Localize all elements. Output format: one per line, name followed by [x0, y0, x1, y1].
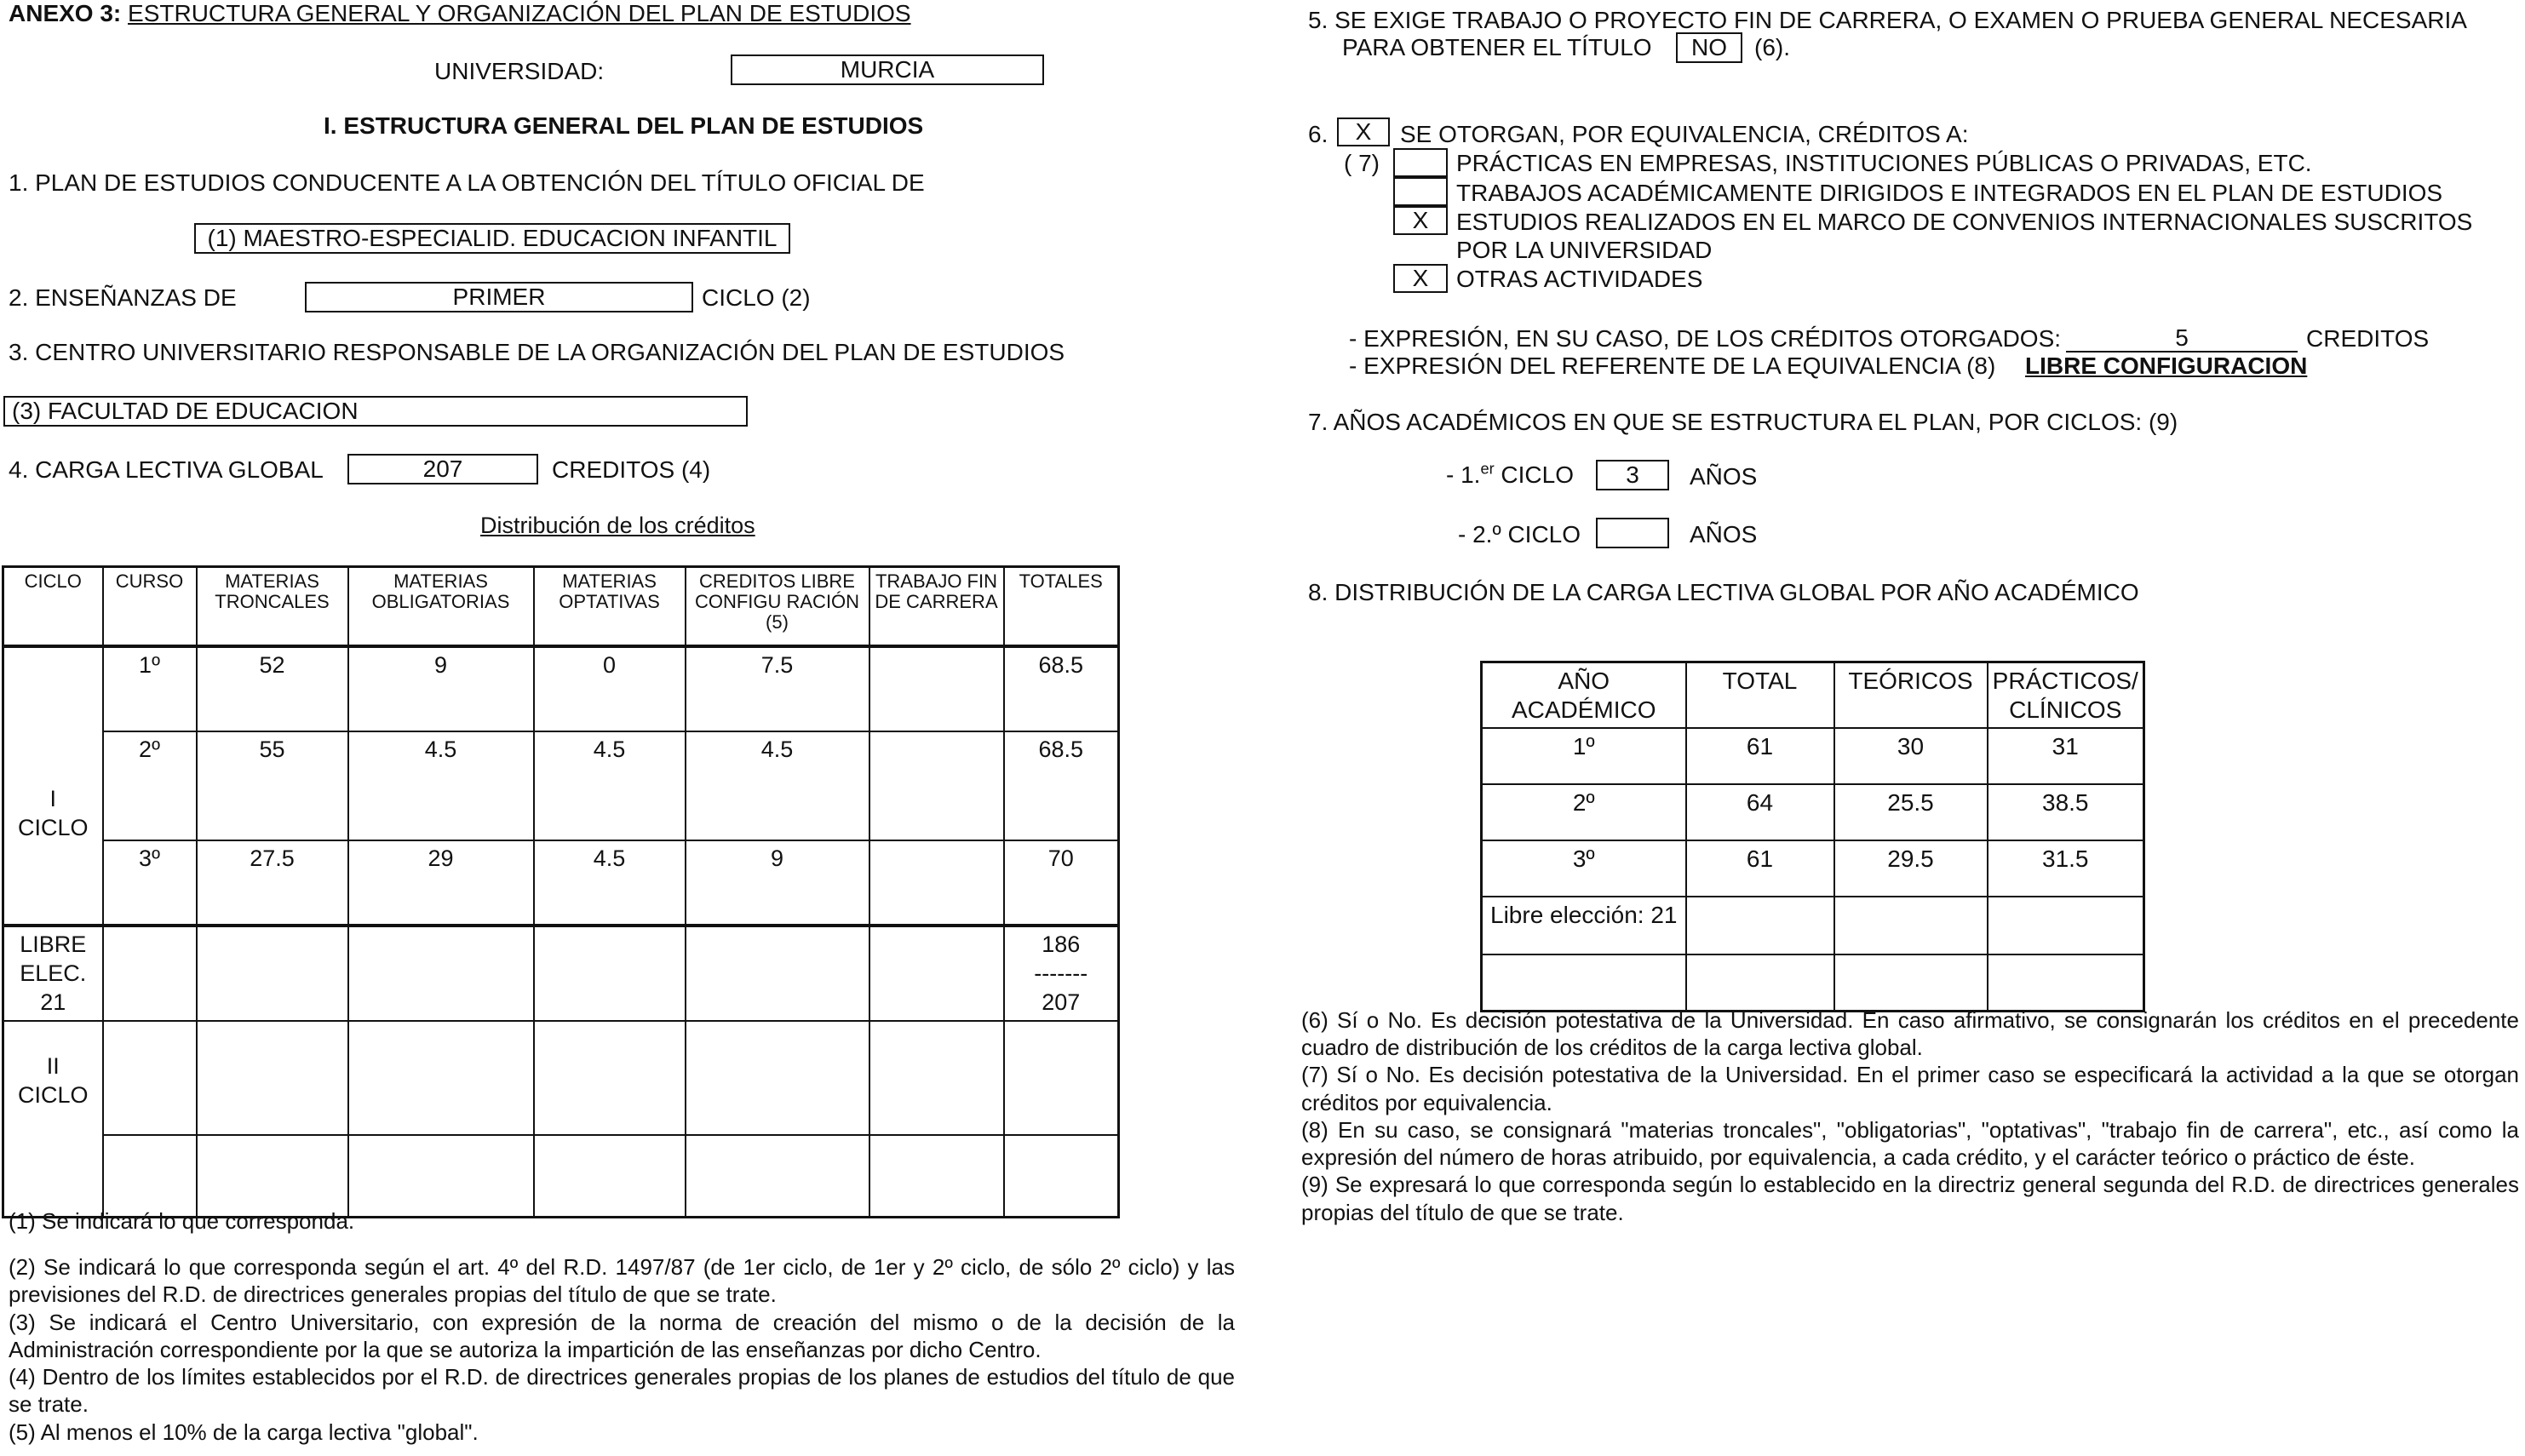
curso-cell: 2º [103, 731, 197, 840]
degree-title-field: (1) MAESTRO-ESPECIALID. EDUCACION INFANTIL [194, 223, 790, 254]
grand-total-value: 207 [1042, 989, 1081, 1015]
ciclo2-label-line1: II [46, 1053, 60, 1080]
totales-cell: 68.5 [1004, 646, 1119, 731]
header-ciclo: CICLO [3, 567, 103, 647]
header-year: AÑO ACADÉMICO [1482, 662, 1686, 729]
expr2-label: - EXPRESIÓN DEL REFERENTE DE LA EQUIVALENCIA (8) [1349, 353, 1996, 379]
item4-suffix: CREDITOS (4) [552, 456, 711, 483]
footnote-2: (2) Se indicará lo que corresponda según el art. 4º del R.D. 1497/87 (de 1er ciclo, de 1er y 2º ciclo, de sólo 2º ciclo) y las previsiones del R.D. de directrices generales propias del título de que se trate. [9, 1254, 1235, 1308]
troncales-cell: 27.5 [197, 840, 348, 926]
credits-table [2, 565, 1120, 1218]
teoricos-cell [1834, 897, 1988, 954]
item7-text: 7. AÑOS ACADÉMICOS EN QUE SE ESTRUCTURA EL PLAN, POR CICLOS: (9) [1308, 409, 2178, 435]
right-footnotes [1301, 1006, 2519, 1226]
empty-cell [1004, 1135, 1119, 1217]
table-row [3, 646, 1119, 731]
ciclo1-label-line2: CICLO [17, 815, 89, 840]
empty-cell [197, 1135, 348, 1217]
empty-cell [103, 1135, 197, 1217]
option-label-trabajos: TRABAJOS ACADÉMICAMENTE DIRIGIDOS E INTEGRADOS EN EL PLAN DE ESTUDIOS [1456, 180, 2443, 206]
cycle1-word: CICLO [1501, 461, 1574, 488]
troncales-cell: 55 [197, 731, 348, 840]
cycle-field: PRIMER [305, 282, 693, 312]
item6-text: SE OTORGAN, POR EQUIVALENCIA, CRÉDITOS A: [1400, 121, 1969, 147]
practicos-cell: 38.5 [1988, 784, 2144, 840]
final-project-field: NO [1676, 32, 1742, 63]
header-practicos: PRÁCTICOS/ CLÍNICOS [1988, 662, 2144, 729]
empty-cell [534, 1135, 686, 1217]
practicos-cell: 31.5 [1988, 840, 2144, 897]
university-field: MURCIA [731, 54, 1044, 85]
annex-label: ANEXO 3: [9, 0, 122, 26]
option-checkbox-practicas [1393, 148, 1448, 177]
libre-totals-cell [1004, 926, 1119, 1021]
total-cell [1686, 897, 1834, 954]
cycle1-years-field: 3 [1596, 460, 1669, 490]
item6-note: ( 7) [1344, 150, 1380, 176]
expr1-label: - EXPRESIÓN, EN SU CASO, DE LOS CRÉDITOS OTORGADOS: [1349, 325, 2062, 352]
practicos-cell [1988, 897, 2144, 954]
obligatorias-cell: 4.5 [348, 731, 534, 840]
table-row [3, 731, 1119, 840]
trabajo-cell [869, 840, 1004, 926]
equivalence-checkbox: X [1337, 118, 1390, 146]
optativas-cell: 4.5 [534, 731, 686, 840]
equivalence-referent: LIBRE CONFIGURACION [2025, 353, 2308, 379]
teoricos-cell: 30 [1834, 728, 1988, 784]
left-footnotes [9, 1207, 1235, 1446]
libre-label-line1: LIBRE [20, 931, 87, 957]
table-caption: Distribución de los créditos [480, 513, 755, 538]
obligatorias-cell: 29 [348, 840, 534, 926]
university-label: UNIVERSIDAD: [434, 58, 605, 84]
empty-cell [686, 926, 869, 1021]
year-row [1482, 728, 2144, 784]
empty-cell [869, 1021, 1004, 1135]
obligatorias-cell: 9 [348, 646, 534, 731]
header-trabajo: TRABAJO FIN DE CARRERA [869, 567, 1004, 647]
item4-label: 4. CARGA LECTIVA GLOBAL [9, 456, 324, 483]
header-optativas: MATERIAS OPTATIVAS [534, 567, 686, 647]
item8-text: 8. DISTRIBUCIÓN DE LA CARGA LECTIVA GLOBAL POR AÑO ACADÉMICO [1308, 579, 2139, 605]
option-checkbox-otras: X [1393, 264, 1448, 293]
item6-number: 6. [1308, 121, 1328, 147]
footnote-6: (6) Sí o No. Es decisión potestativa de la Universidad. En caso afirmativo, se consignarán los créditos en el precedente cuadro de distribución de los créditos de la carga lectiva global. [1301, 1007, 2519, 1061]
footnote-3: (3) Se indicará el Centro Universitario, con expresión de la norma de creación del mismo o de la decisión de la Administración correspondiente por la que se autoriza la impartición de las enseñanzas por dicho Centro. [9, 1309, 1235, 1362]
empty-cell [686, 1021, 869, 1135]
year-row [1482, 784, 2144, 840]
cycle2-label: - 2.º CICLO [1458, 521, 1581, 547]
credits-header-row [3, 567, 1119, 647]
libre-label-line2: ELEC. [20, 960, 87, 986]
empty-cell [348, 1021, 534, 1135]
item5-line2: PARA OBTENER EL TÍTULO [1342, 34, 1652, 60]
center-field: (3) FACULTAD DE EDUCACION [3, 396, 748, 427]
totales-cell: 70 [1004, 840, 1119, 926]
footnote-7: (7) Sí o No. Es decisión potestativa de la Universidad. En el primer caso se especificará la actividad a la que se otorgan créditos por equivalencia. [1301, 1062, 2519, 1115]
empty-cell [348, 1135, 534, 1217]
header-curso: CURSO [103, 567, 197, 647]
cycle2-years-field [1596, 518, 1669, 548]
table-row-ciclo2 [3, 1021, 1119, 1135]
curso-cell: 3º [103, 840, 197, 926]
annex-heading [9, 0, 911, 27]
global-load-field: 207 [347, 454, 538, 484]
option-checkbox-trabajos [1393, 177, 1448, 206]
cycle1-label [1446, 461, 1574, 489]
empty-cell [197, 926, 348, 1021]
optativas-cell: 4.5 [534, 840, 686, 926]
total-cell: 61 [1686, 728, 1834, 784]
empty-cell [686, 1135, 869, 1217]
ciclo1-label-line1: I [49, 786, 56, 812]
item2-suffix: CICLO (2) [702, 284, 811, 311]
option-label-practicas: PRÁCTICAS EN EMPRESAS, INSTITUCIONES PÚBLICAS O PRIVADAS, ETC. [1456, 150, 2312, 176]
year-header-row [1482, 662, 2144, 729]
empty-cell [197, 1021, 348, 1135]
item1-text: 1. PLAN DE ESTUDIOS CONDUCENTE A LA OBTENCIÓN DEL TÍTULO OFICIAL DE [9, 169, 925, 196]
header-teoricos: TEÓRICOS [1834, 662, 1988, 729]
option-checkbox-convenios: X [1393, 206, 1448, 235]
optativas-cell: 0 [534, 646, 686, 731]
year-row [1482, 840, 2144, 897]
table-row-libre [3, 926, 1119, 1021]
ciclo2-label-line2: CICLO [17, 1082, 89, 1108]
libre-cell: 4.5 [686, 731, 869, 840]
header-obligatorias: MATERIAS OBLIGATORIAS [348, 567, 534, 647]
totals-divider: ------- [1034, 960, 1088, 986]
teoricos-cell: 29.5 [1834, 840, 1988, 897]
teoricos-cell: 25.5 [1834, 784, 1988, 840]
total-cell: 61 [1686, 840, 1834, 897]
expr1-suffix: CREDITOS [2306, 325, 2430, 352]
empty-cell [348, 926, 534, 1021]
footnote-4: (4) Dentro de los límites establecidos por el R.D. de directrices generales propias de los planes de estudios del título de que se trate. [9, 1364, 1235, 1418]
cycle1-sup: er [1480, 460, 1495, 478]
libre-label-line3: 21 [40, 989, 66, 1015]
teoricos-cell [1834, 954, 1988, 1011]
item5-line1: 5. SE EXIGE TRABAJO O PROYECTO FIN DE CARRERA, O EXAMEN O PRUEBA GENERAL NECESARIA [1308, 7, 2467, 33]
total-cell: 64 [1686, 784, 1834, 840]
item3-text: 3. CENTRO UNIVERSITARIO RESPONSABLE DE LA ORGANIZACIÓN DEL PLAN DE ESTUDIOS [9, 339, 1065, 365]
year-cell: 1º [1482, 728, 1686, 784]
trabajo-cell [869, 646, 1004, 731]
item5-suffix: (6). [1754, 34, 1790, 60]
option-label-convenios: ESTUDIOS REALIZADOS EN EL MARCO DE CONVENIOS INTERNACIONALES SUSCRITOS [1456, 209, 2473, 235]
year-row [1482, 954, 2144, 1011]
practicos-cell: 31 [1988, 728, 2144, 784]
troncales-cell: 52 [197, 646, 348, 731]
cycle2-unit: AÑOS [1690, 521, 1758, 547]
empty-cell [534, 926, 686, 1021]
item2-label: 2. ENSEÑANZAS DE [9, 284, 237, 311]
table-row-ciclo2 [3, 1135, 1119, 1217]
year-cell: 2º [1482, 784, 1686, 840]
footnote-1: (1) Se indicará lo que corresponda. [9, 1208, 355, 1234]
libre-cell: 9 [686, 840, 869, 926]
section-title: I. ESTRUCTURA GENERAL DEL PLAN DE ESTUDIOS [324, 112, 924, 139]
year-cell: 3º [1482, 840, 1686, 897]
practicos-cell [1988, 954, 2144, 1011]
header-troncales: MATERIAS TRONCALES [197, 567, 348, 647]
empty-cell [103, 926, 197, 1021]
year-distribution-table [1480, 661, 2145, 1012]
year-cell: Libre elección: 21 [1482, 897, 1686, 954]
cycle1-unit: AÑOS [1690, 463, 1758, 490]
total-cell [1686, 954, 1834, 1011]
empty-cell [534, 1021, 686, 1135]
empty-cell [1004, 1021, 1119, 1135]
curso-cell: 1º [103, 646, 197, 731]
header-libre: CREDITOS LIBRE CONFIGU RACIÓN (5) [686, 567, 869, 647]
footnote-5: (5) Al menos el 10% de la carga lectiva "global". [9, 1419, 479, 1445]
credits-granted-field: 5 [2066, 325, 2298, 353]
header-total: TOTAL [1686, 662, 1834, 729]
empty-cell [103, 1021, 197, 1135]
annex-title: ESTRUCTURA GENERAL Y ORGANIZACIÓN DEL PLAN DE ESTUDIOS [128, 0, 911, 26]
footnote-8: (8) En su caso, se consignará "materias troncales", "obligatorias", "optativas", "trabajo fin de carrera", etc., así como la expresión del número de horas atribuido, por equivalencia, a cada crédito, y el carácter teórico o práctico de éste. [1301, 1116, 2519, 1171]
option-label-otras: OTRAS ACTIVIDADES [1456, 266, 1703, 292]
empty-cell [869, 926, 1004, 1021]
subtotal-value: 186 [1042, 931, 1081, 957]
option-label-convenios-2: POR LA UNIVERSIDAD [1456, 237, 1713, 263]
footnote-9: (9) Se expresará lo que corresponda según lo establecido en la directriz general segunda del R.D. de directrices generales propias del título de que se trate. [1301, 1172, 2519, 1225]
year-cell [1482, 954, 1686, 1011]
year-row [1482, 897, 2144, 954]
header-totales: TOTALES [1004, 567, 1119, 647]
totales-cell: 68.5 [1004, 731, 1119, 840]
trabajo-cell [869, 731, 1004, 840]
cycle1-prefix: - 1. [1446, 461, 1481, 488]
table-row [3, 840, 1119, 926]
ciclo1-label-cell [3, 646, 103, 926]
empty-cell [869, 1135, 1004, 1217]
libre-cell: 7.5 [686, 646, 869, 731]
libre-label-cell [3, 926, 103, 1021]
ciclo2-label-cell [3, 1021, 103, 1217]
